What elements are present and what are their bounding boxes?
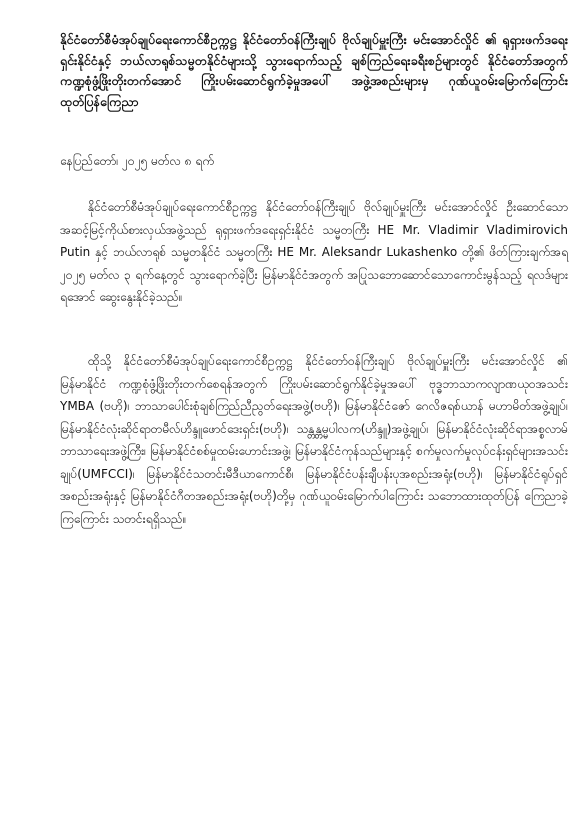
dateline: နေပြည်တော်၊ ၂၀၂၅ မတ်လ ၈ ရက် — [60, 154, 215, 168]
body-paragraph-1: နိုင်ငံတော်စီမံအုပ်ချုပ်ရေးကောင်စီဥက္ကဋ္ဌ နိုင်ငံတော်ဝန်ကြီးချုပ် ဗိုလ်ချုပ်မှူးကြီး မင်းအောင်လှိုင် ဦးဆောင်သော အဆင့်မြင့်ကိုယ်စားလှယ်အဖွဲ့သည် ရုရှားဖက်ဒရေးရှင်းနိုင်ငံ သမ္မတကြီး HE Mr. Vladimir Vladimirovich Putin နှင့် ဘယ်လာရုစ် သမ္မတနိုင်ငံ သမ္မတကြီး HE Mr. Aleksandr Lukashenko တို့၏ ဖိတ်ကြားချက်အရ ၂၀၂၅ မတ်လ ၃ ရက်နေ့တွင် သွားရောက်ခဲ့ပြီး မြန်မာနိုင်ငံအတွက် အပြုသဘောဆောင်သောကောင်းမွန်သည့် ရလဒ်များ ရအောင် ဆွေးနွေးနိုင်ခဲ့သည်။ — [60, 200, 568, 304]
body-paragraph-2: ထိုသို့ နိုင်ငံတော်စီမံအုပ်ချုပ်ရေးကောင်စီဥက္ကဋ္ဌ နိုင်ငံတော်ဝန်ကြီးချုပ် ဗိုလ်ချုပ်မှူးကြီး မင်းအောင်လှိုင် ၏ မြန်မာနိုင်ငံ ကဏ္ဍစုံဖွံ့ဖြိုးတိုးတက်စေရန်အတွက် ကြိုးပမ်းဆောင်ရွက်နိုင်ခဲ့မှုအပေါ် ဗုဒ္ဓဘာသာကလျာဏယုဝအသင်း YMBA (ဗဟို)၊ ဘာသာပေါင်းစုံချစ်ကြည်ညီညွတ်ရေးအဖွဲ့(ဗဟို)၊ မြန်မာနိုင်ငံဇော် ဂေလိဇရစ်ယာန် မဟာမိတ်အဖွဲ့ချုပ်၊ မြန်မာနိုင်ငံလုံးဆိုင်ရာတမီလ်ဟိန္ဒူဖောင်ဒေးရှင်း(ဗဟို)၊ သန္တန္တမ္မပါလက(ဟိန္ဒူ)အဖွဲ့ချုပ်၊ မြန်မာနိုင်ငံလုံးဆိုင်ရာအစ္စလာမ်ဘာသာရေးအဖွဲ့ကြီး၊ မြန်မာနိုင်ငံစစ်မှုထမ်းဟောင်းအဖွဲ့၊ မြန်မာနိုင်ငံကုန်သည်များနှင့် စက်မှုလက်မှုလုပ်ငန်းရှင်များအသင်းချုပ်(UMFCCI)၊ မြန်မာနိုင်ငံသတင်းမီဒီယာကောင်စီ၊ မြန်မာနိုင်ငံပန်းချီပန်းပုအစည်းအရုံး(ဗဟို)၊ မြန်မာနိုင်ငံရုပ်ရှင်အစည်းအရုံးနှင့် မြန်မာနိုင်ငံဂီတအစည်းအရုံး(ဗဟို)တို့မှ ဂုဏ်ယူဝမ်းမြောက်ပါကြောင်း သဘောထားထုတ်ပြန် ကြေညာခဲ့ကြကြောင်း သတင်းရရှိသည်။ — [60, 354, 568, 526]
headline: နိုင်ငံတော်စီမံအုပ်ချုပ်ရေးကောင်စီဥက္ကဋ္ဌ နိုင်ငံတော်ဝန်ကြီးချုပ် ဗိုလ်ချုပ်မှူးကြီး မင်းအောင်လှိုင် ၏ ရုရှားဖက်ဒရေးရှင်းနိုင်ငံနှင့် ဘယ်လာရုစ်သမ္မတနိုင်ငံများသို့ သွားရောက်သည့် ချစ်ကြည်ရေးခရီးစဉ်များတွင် နိုင်ငံတော်အတွက် ကဏ္ဍစုံဖွံ့ဖြိုးတိုးတက်အောင် ကြိုးပမ်းဆောင်ရွက်ခဲ့မှုအပေါ် အဖွဲ့အစည်းများမှ ဂုဏ်ယူဝမ်းမြောက်ကြောင်း ထုတ်ပြန်ကြေညာ — [60, 32, 568, 109]
